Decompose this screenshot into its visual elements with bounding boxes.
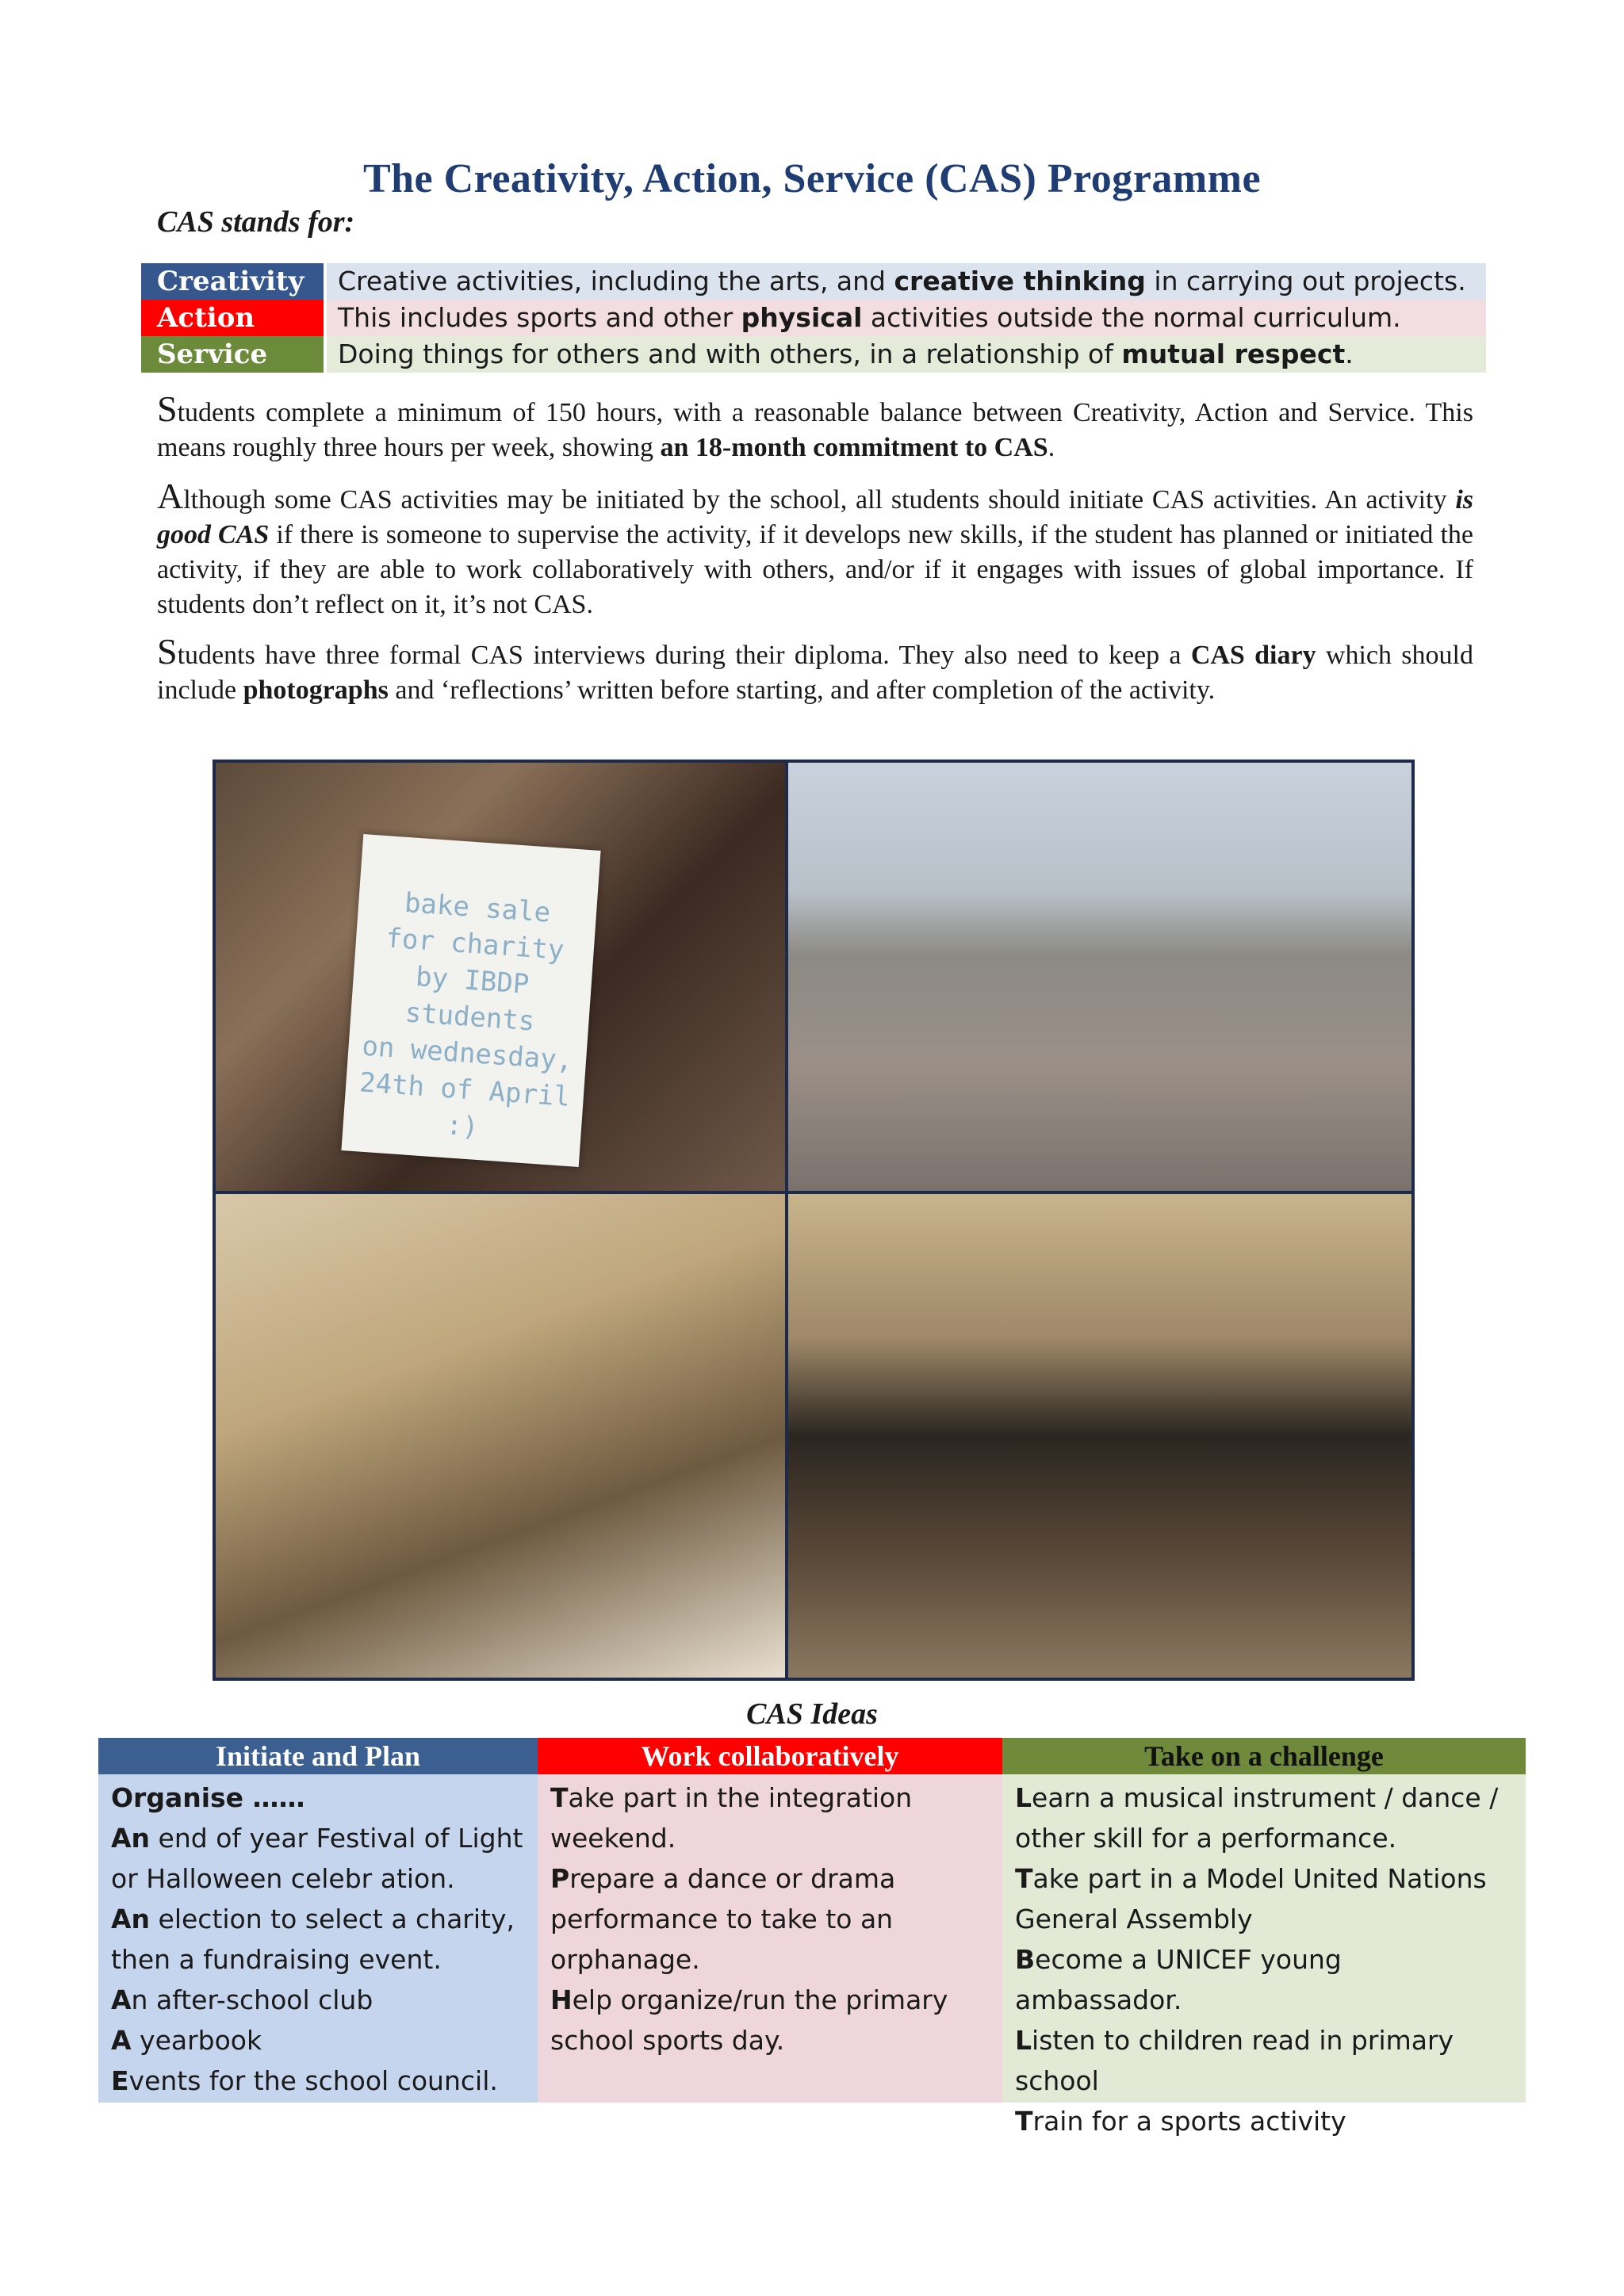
- ideas-header-challenge: Take on a challenge: [1002, 1738, 1526, 1774]
- item-lead: P: [550, 1863, 570, 1894]
- item-text: isten to children read in primary school: [1015, 2025, 1454, 2096]
- paragraph-text: .: [1048, 433, 1055, 462]
- item-lead: T: [1015, 2106, 1033, 2137]
- cas-label-service: Service: [141, 336, 327, 373]
- cas-desc-creativity-post: in carrying out projects.: [1145, 266, 1466, 297]
- item-lead: An: [111, 1823, 151, 1854]
- cas-definition-table: [141, 263, 1486, 373]
- photo-debate-stage: [216, 1194, 785, 1678]
- item-text: ecome a UNICEF young ambassador.: [1015, 1944, 1342, 2015]
- cas-desc-action-pre: This includes sports and other: [338, 302, 741, 333]
- paragraph-bold: an 18-month commitment to CAS: [660, 433, 1048, 462]
- cas-row-action: [141, 300, 1486, 336]
- item-text: ake part in a Model United Nations General Assembly: [1015, 1863, 1487, 1934]
- item-text: n after-school club: [131, 1984, 373, 2015]
- list-item: [1015, 2101, 1515, 2141]
- paragraph-good-cas: [157, 476, 1473, 622]
- cas-ideas-title: CAS Ideas: [746, 1697, 878, 1731]
- item-lead: A: [111, 1984, 132, 2015]
- paragraph-text: and ‘reflections’ written before starting, and after completion of the activity.: [388, 675, 1216, 705]
- cas-desc-creativity-bold: creative thinking: [894, 266, 1146, 297]
- list-item: [111, 2061, 527, 2101]
- drop-cap: S: [157, 388, 178, 429]
- ideas-list-collaborate: [538, 1774, 1002, 2103]
- item-lead: B: [1015, 1944, 1036, 1975]
- sign-line: :): [445, 1109, 480, 1143]
- sign-line: for charity: [385, 922, 565, 966]
- paragraph-hours: [157, 388, 1473, 465]
- ideas-column-initiate: [98, 1738, 538, 2103]
- drop-cap: A: [157, 476, 184, 516]
- cas-desc-service-pre: Doing things for others and with others, in a relationship of: [338, 339, 1122, 369]
- photo-collage: [213, 760, 1415, 1681]
- sign-line: on wednesday,: [361, 1030, 574, 1077]
- drop-cap: S: [157, 631, 178, 672]
- list-item: [111, 1899, 527, 1980]
- item-lead: T: [550, 1782, 569, 1813]
- cas-desc-action-post: activities outside the normal curriculum.: [862, 302, 1401, 333]
- item-lead: T: [1015, 1863, 1033, 1894]
- sign-line: bake sale: [403, 886, 552, 929]
- paragraph-bold-italic: is good CAS: [157, 485, 1473, 549]
- item-text: earn a musical instrument / dance / other skill for a performance.: [1015, 1782, 1499, 1854]
- list-item: [550, 1858, 991, 1980]
- list-item: [1015, 1777, 1515, 1858]
- paragraph-bold: photographs: [243, 675, 389, 705]
- list-item: [550, 1777, 991, 1858]
- bake-sale-sign: [341, 834, 600, 1167]
- photo-stretching-outdoors: [788, 763, 1411, 1191]
- item-lead: L: [1015, 1782, 1032, 1813]
- sign-line: by IBDP: [414, 961, 530, 1001]
- ideas-column-collaborate: [538, 1738, 1002, 2103]
- item-text: election to select a charity, then a fundraising event.: [111, 1904, 515, 1975]
- item-text: repare a dance or drama performance to take to an orphanage.: [550, 1863, 896, 1975]
- cas-desc-service-bold: mutual respect: [1121, 339, 1346, 369]
- ideas-header-collaborate: Work collaboratively: [538, 1738, 1002, 1774]
- item-lead: Organise ……: [111, 1782, 305, 1813]
- cas-desc-action: [327, 300, 1486, 336]
- paragraph-text: lthough some CAS activities may be initiated by the school, all students should initiate CAS activities. An activity: [183, 485, 1456, 515]
- cas-subtitle: CAS stands for:: [157, 205, 355, 239]
- sign-line: 24th of April: [358, 1066, 572, 1113]
- cas-desc-creativity: [327, 263, 1486, 300]
- photo-drama-performance: [788, 1194, 1411, 1678]
- item-lead: H: [550, 1984, 573, 2015]
- list-item: [111, 1980, 527, 2020]
- item-lead: An: [111, 1904, 151, 1934]
- item-text: vents for the school council.: [128, 2065, 498, 2096]
- list-item: [1015, 1939, 1515, 2020]
- paragraph-text: tudents have three formal CAS interviews during their diploma. They also need to keep a: [177, 641, 1191, 670]
- paragraph-text: if there is someone to supervise the activity, if it develops new skills, if the student has planned or initiated the activity, if they are able to work collaboratively with others, and/or if it engages with issues of global importance. If students don’t reflect on it, it’s not CAS.: [157, 520, 1473, 619]
- item-text: ake part in the integration weekend.: [550, 1782, 913, 1854]
- cas-desc-action-bold: physical: [741, 302, 863, 333]
- list-item: [111, 1818, 527, 1899]
- ideas-header-initiate: Initiate and Plan: [98, 1738, 538, 1774]
- cas-ideas-table: [98, 1738, 1526, 2137]
- list-item: [550, 1980, 991, 2061]
- cas-label-action: Action: [141, 300, 327, 336]
- paragraph-interviews: [157, 631, 1473, 708]
- cas-desc-service: [327, 336, 1486, 373]
- ideas-list-initiate: [98, 1774, 538, 2103]
- item-text: yearbook: [131, 2025, 262, 2056]
- cas-row-service: [141, 336, 1486, 373]
- item-lead: A: [111, 2025, 132, 2056]
- paragraph-text: tudents complete a minimum of 150 hours, with a reasonable balance between Creativity, Action and Service. This means roughly three hours per week, showing: [157, 398, 1473, 462]
- list-item: [1015, 2020, 1515, 2101]
- cas-desc-creativity-pre: Creative activities, including the arts, and: [338, 266, 894, 297]
- paragraph-bold: CAS diary: [1190, 641, 1316, 670]
- paragraph-text: which should include: [157, 641, 1473, 705]
- ideas-column-challenge: [1002, 1738, 1526, 2137]
- item-lead: E: [111, 2065, 129, 2096]
- cas-label-creativity: Creativity: [141, 263, 327, 300]
- cas-row-creativity: [141, 263, 1486, 300]
- item-text: elp organize/run the primary school sports day.: [550, 1984, 948, 2056]
- cas-desc-service-post: .: [1345, 339, 1354, 369]
- sign-line: students: [404, 997, 536, 1038]
- list-item: [111, 2020, 527, 2061]
- list-item: [1015, 1858, 1515, 1939]
- page-title: The Creativity, Action, Service (CAS) Programme: [362, 156, 1262, 201]
- photo-bake-sale: [216, 763, 785, 1191]
- item-lead: L: [1015, 2025, 1032, 2056]
- list-item: [111, 1777, 527, 1818]
- item-text: rain for a sports activity: [1032, 2106, 1346, 2137]
- ideas-list-challenge: [1002, 1774, 1526, 2137]
- item-text: end of year Festival of Light or Halloween celebr ation.: [111, 1823, 523, 1894]
